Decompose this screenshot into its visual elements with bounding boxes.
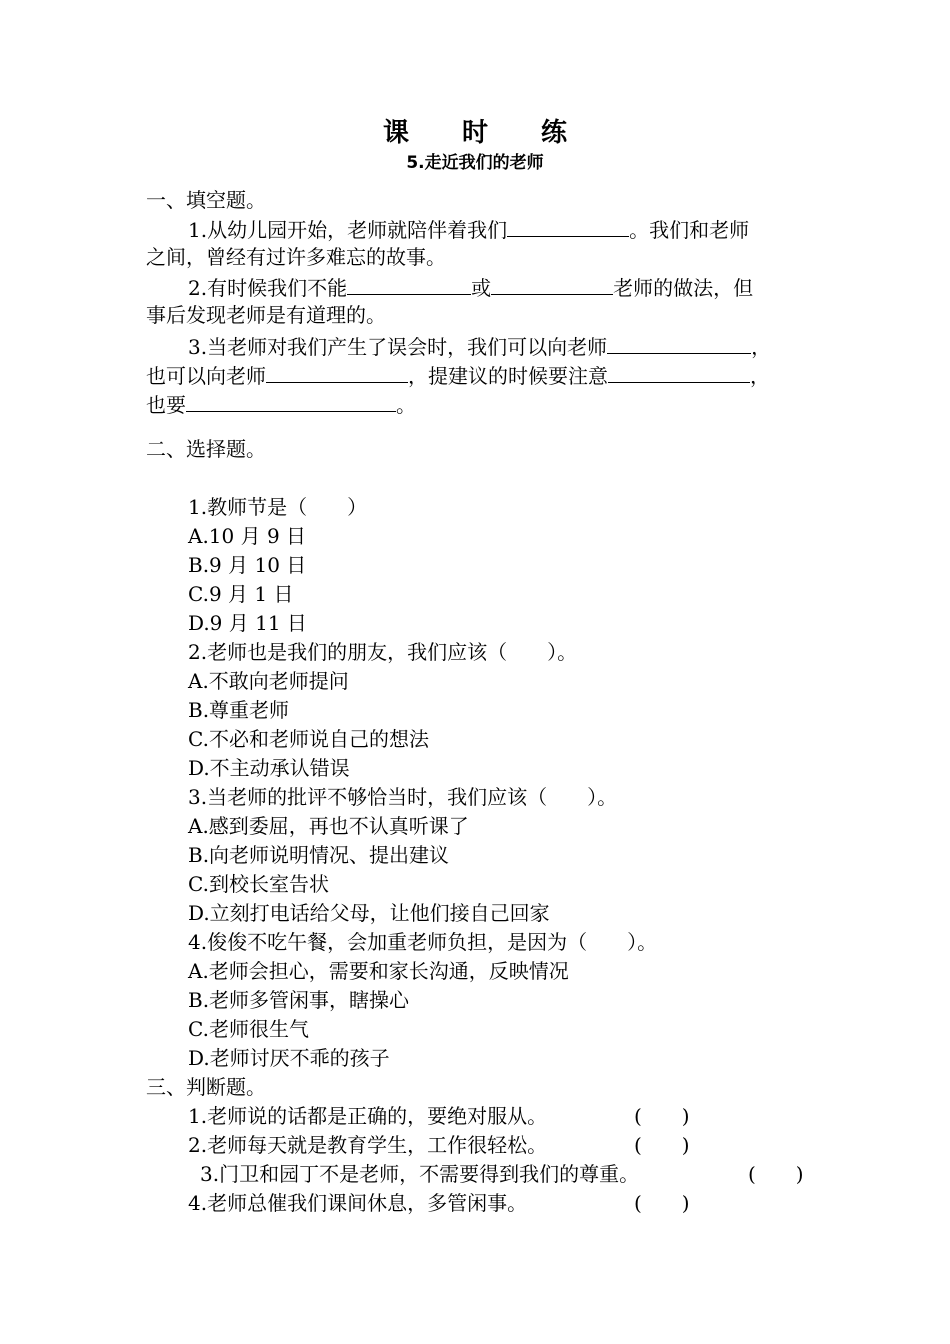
choice-option[interactable]: C.9 月 1 日 bbox=[188, 582, 294, 606]
page-subtitle: 5.走近我们的老师 bbox=[406, 153, 544, 173]
answer-blank[interactable] bbox=[266, 360, 408, 383]
question-text: 3.当老师对我们产生了误会时，我们可以向老师 bbox=[188, 335, 608, 359]
question-text: 。 bbox=[396, 393, 416, 417]
answer-blank[interactable] bbox=[347, 272, 471, 295]
choice-option[interactable]: B.尊重老师 bbox=[188, 698, 290, 722]
answer-paren[interactable]: ( ) bbox=[748, 1162, 804, 1186]
section-heading-true-false: 三、判断题。 bbox=[146, 1075, 266, 1099]
question-text: 也要 bbox=[146, 393, 186, 417]
choice-option[interactable]: A.感到委屈，再也不认真听课了 bbox=[188, 814, 469, 838]
judge-item-1-text: 1.老师说的话都是正确的，要绝对服从。 bbox=[188, 1104, 548, 1128]
fill-question-3-line-1 bbox=[188, 331, 771, 361]
question-text: ， bbox=[750, 364, 770, 388]
choice-option[interactable]: D.9 月 11 日 bbox=[188, 611, 307, 635]
choice-option[interactable]: D.立刻打电话给父母，让他们接自己回家 bbox=[188, 901, 550, 925]
answer-blank[interactable] bbox=[186, 389, 396, 412]
fill-question-3-line-2 bbox=[146, 360, 770, 390]
answer-blank[interactable] bbox=[608, 360, 750, 383]
question-text: 1.从幼儿园开始，老师就陪伴着我们 bbox=[188, 218, 508, 242]
answer-paren[interactable]: ( ) bbox=[634, 1191, 690, 1215]
judge-item-4-text: 4.老师总催我们课间休息，多管闲事。 bbox=[188, 1191, 528, 1215]
answer-paren[interactable]: ( ) bbox=[634, 1133, 690, 1157]
choice-option[interactable]: B.老师多管闲事，瞎操心 bbox=[188, 988, 410, 1012]
choice-question-4-stem: 4.俊俊不吃午餐，会加重老师负担，是因为（ ）。 bbox=[188, 930, 658, 954]
page-title: 课 时 练 bbox=[382, 118, 590, 148]
choice-option[interactable]: A.不敢向老师提问 bbox=[188, 669, 349, 693]
choice-option[interactable]: C.到校长室告状 bbox=[188, 872, 329, 896]
judge-item-2-text: 2.老师每天就是教育学生，工作很轻松。 bbox=[188, 1133, 548, 1157]
choice-question-2-stem: 2.老师也是我们的朋友，我们应该（ ）。 bbox=[188, 640, 578, 664]
choice-option[interactable]: B.9 月 10 日 bbox=[188, 553, 307, 577]
choice-question-3-stem: 3.当老师的批评不够恰当时，我们应该（ ）。 bbox=[188, 785, 618, 809]
fill-question-2-line-2: 事后发现老师是有道理的。 bbox=[146, 303, 386, 327]
fill-question-2-line-1 bbox=[188, 272, 753, 302]
answer-blank[interactable] bbox=[607, 331, 751, 354]
section-heading-multiple-choice: 二、选择题。 bbox=[146, 437, 266, 461]
fill-question-1-line-2: 之间，曾经有过许多难忘的故事。 bbox=[146, 245, 446, 269]
question-text: 2.有时候我们不能 bbox=[188, 276, 348, 300]
question-text: ，提建议的时候要注意 bbox=[408, 364, 608, 388]
choice-option[interactable]: C.老师很生气 bbox=[188, 1017, 309, 1041]
choice-option[interactable]: A.10 月 9 日 bbox=[188, 524, 307, 548]
section-heading-fill-blank: 一、填空题。 bbox=[146, 188, 266, 212]
choice-option[interactable]: D.不主动承认错误 bbox=[188, 756, 350, 780]
choice-option[interactable]: D.老师讨厌不乖的孩子 bbox=[188, 1046, 390, 1070]
answer-blank[interactable] bbox=[491, 272, 613, 295]
judge-item-3-text: 3.门卫和园丁不是老师，不需要得到我们的尊重。 bbox=[200, 1162, 640, 1186]
question-text: 。我们和老师 bbox=[629, 218, 750, 242]
question-text: 老师的做法，但 bbox=[613, 276, 754, 300]
question-text: 或 bbox=[471, 276, 492, 300]
fill-question-1-line-1 bbox=[188, 214, 749, 244]
choice-option[interactable]: B.向老师说明情况、提出建议 bbox=[188, 843, 450, 867]
fill-question-3-line-3 bbox=[146, 389, 416, 419]
choice-option[interactable]: A.老师会担心，需要和家长沟通，反映情况 bbox=[188, 959, 569, 983]
question-text: ， bbox=[751, 335, 772, 359]
choice-option[interactable]: C.不必和老师说自己的想法 bbox=[188, 727, 429, 751]
choice-question-1-stem: 1.教师节是（ ） bbox=[188, 495, 368, 519]
question-text: 也可以向老师 bbox=[146, 364, 266, 388]
answer-paren[interactable]: ( ) bbox=[634, 1104, 690, 1128]
answer-blank[interactable] bbox=[507, 214, 629, 237]
